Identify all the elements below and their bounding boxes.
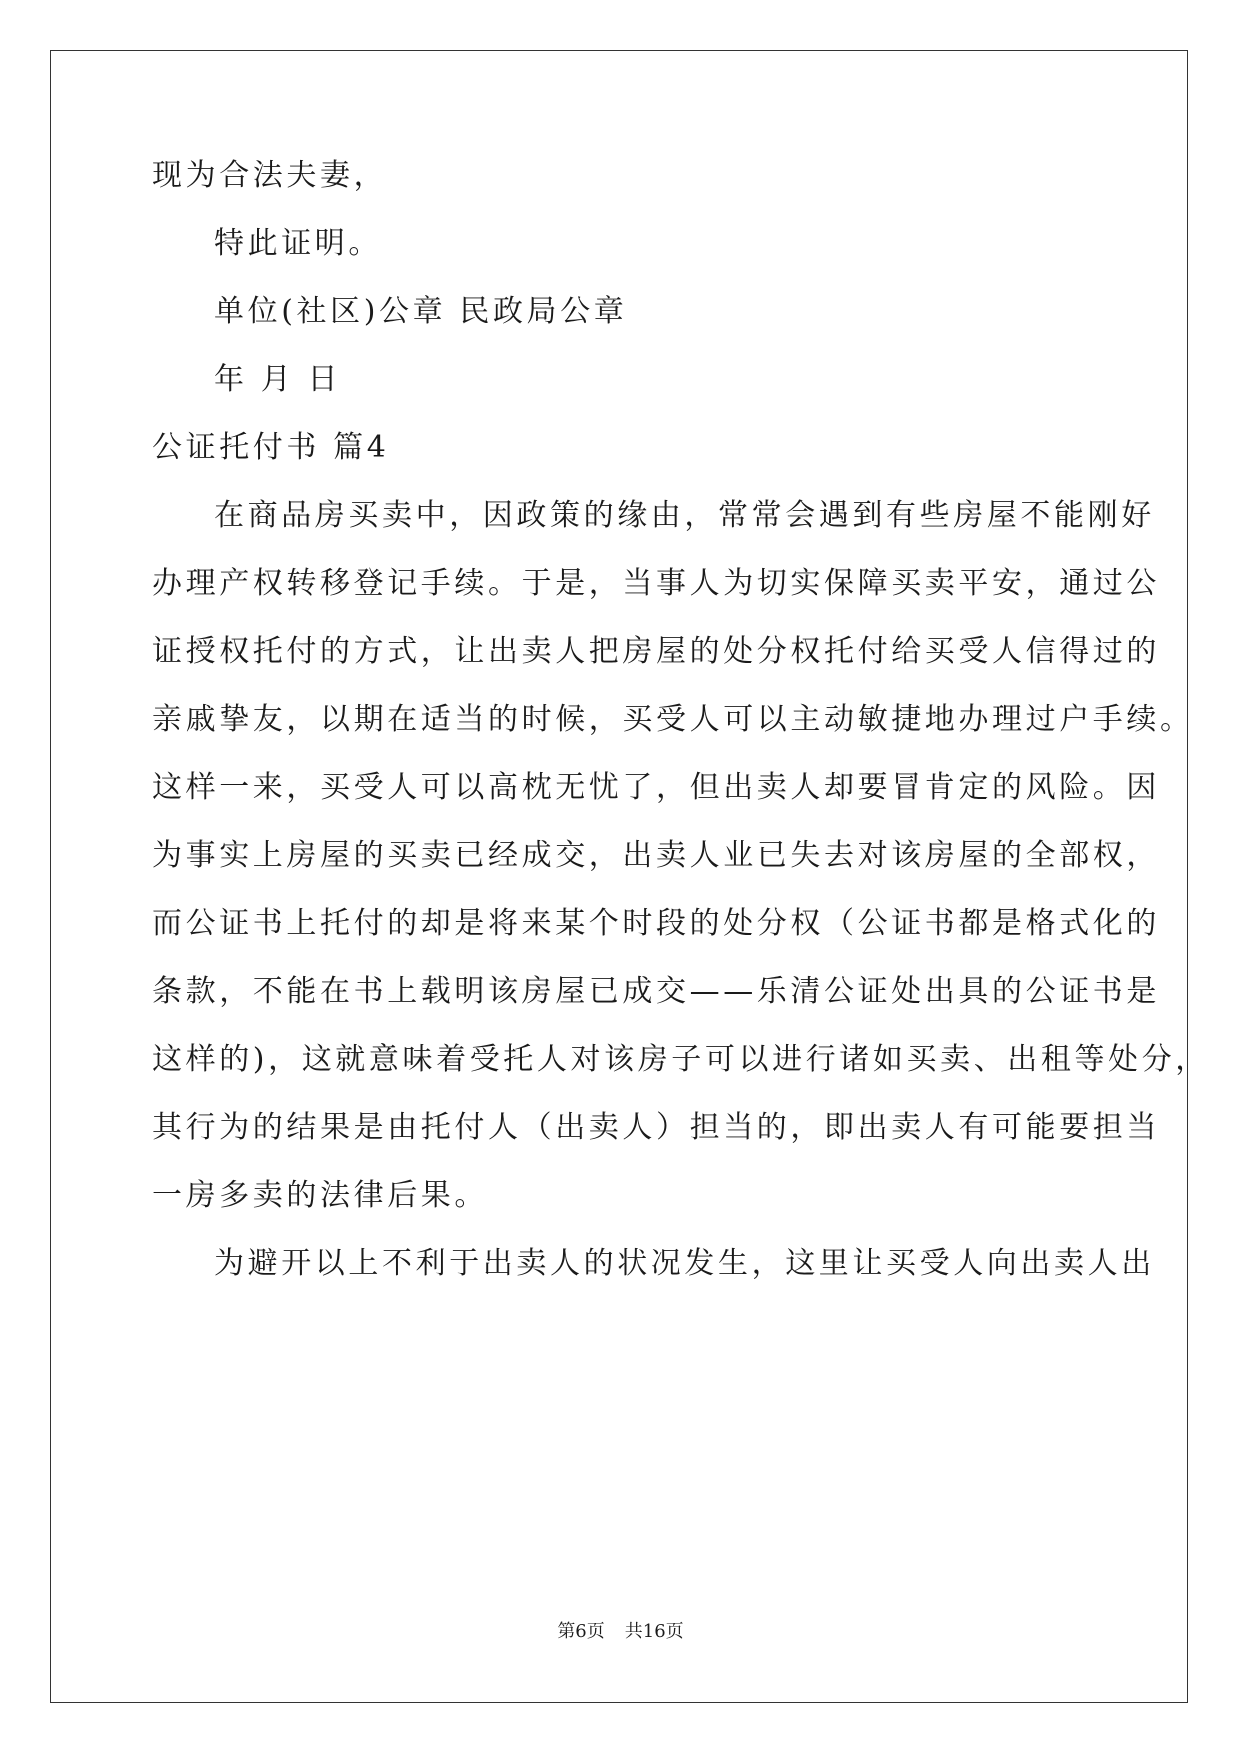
page-footer — [0, 1620, 1241, 1644]
page-total: 共16页 — [624, 1621, 684, 1642]
text-line: 为事实上房屋的买卖已经成交，出卖人业已失去对该房屋的全部权， — [152, 838, 1160, 873]
text-line: 证授权托付的方式，让出卖人把房屋的处分权托付给买受人信得过的 — [152, 634, 1160, 669]
text-line: 办理产权转移登记手续。于是，当事人为切实保障买卖平安，通过公 — [152, 566, 1160, 601]
text-line: 条款，不能在书上载明该房屋已成交——乐清公证处出具的公证书是 — [152, 974, 1160, 1009]
text-line: 这样一来，买受人可以高枕无忧了，但出卖人却要冒肯定的风险。因 — [152, 770, 1160, 805]
text-line: 而公证书上托付的却是将来某个时段的处分权（公证书都是格式化的 — [152, 906, 1160, 941]
text-line: 这样的)，这就意味着受托人对该房子可以进行诸如买卖、出租等处分， — [152, 1042, 1209, 1077]
text-line: 为避开以上不利于出卖人的状况发生，这里让买受人向出卖人出 — [214, 1246, 1155, 1281]
text-line: 其行为的结果是由托付人（出卖人）担当的，即出卖人有可能要担当 — [152, 1110, 1160, 1145]
text-line: 年 月 日 — [214, 362, 342, 397]
text-line: 亲戚挚友，以期在适当的时候，买受人可以主动敏捷地办理过户手续。 — [152, 702, 1194, 737]
text-line: 单位(社区)公章 民政局公章 — [214, 294, 628, 329]
text-line: 一房多卖的法律后果。 — [152, 1178, 488, 1213]
text-line: 现为合法夫妻， — [152, 158, 388, 193]
text-line: 特此证明。 — [214, 226, 382, 261]
text-line: 在商品房买卖中，因政策的缘由，常常会遇到有些房屋不能刚好 — [214, 498, 1155, 533]
section-heading: 公证托付书 篇4 — [152, 430, 390, 465]
page-number: 第6页 — [557, 1621, 605, 1642]
